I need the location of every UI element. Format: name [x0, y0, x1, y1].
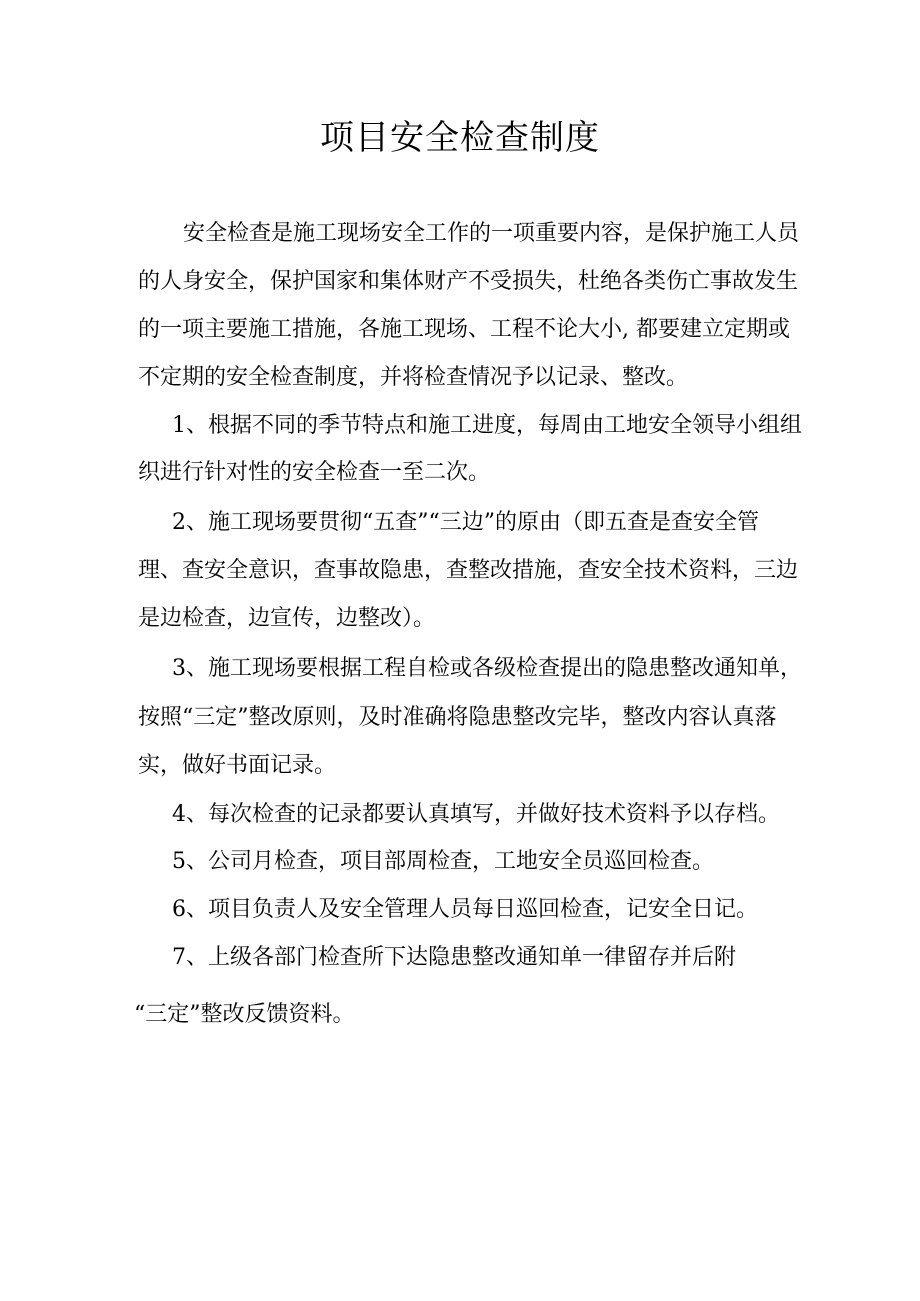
- item-3-line-3: 实，做好书面记录。: [138, 753, 337, 778]
- intro-line-4: 不定期的安全检查制度，并将检查情况予以记录、整改。: [138, 365, 689, 390]
- intro-line-3: 的一项主要施工措施，各施工现场、工程不论大小, 都要建立定期或: [138, 317, 790, 342]
- item-1-line-1: 1、根据不同的季节特点和施工进度，每周由工地安全领导小组组: [172, 413, 802, 438]
- intro-line-2: 的人身安全，保护国家和集体财产不受损失，杜绝各类伤亡事故发生: [138, 269, 799, 294]
- item-6: 6、项目负责人及安全管理人员每日巡回检查，记安全日记。: [172, 897, 758, 922]
- item-1-line-2: 织进行针对性的安全检查一至二次。: [138, 460, 491, 485]
- item-2-line-3: 是边检查，边宣传，边整改）。: [138, 606, 436, 631]
- item-7-line-1: 7、上级各部门检查所下达隐患整改通知单一律留存并后附: [172, 945, 736, 970]
- item-2-line-2: 理、查安全意识，查事故隐患，查整改措施，查安全技术资料，三边: [138, 558, 799, 583]
- item-7-line-2: “三定”整改反馈资料。: [134, 1002, 355, 1027]
- document-title: 项目安全检查制度: [320, 118, 600, 158]
- item-3-line-1: 3、施工现场要根据工程自检或各级检查提出的隐患整改通知单，: [172, 656, 802, 681]
- item-4: 4、每次检查的记录都要认真填写，并做好技术资料予以存档。: [172, 802, 780, 827]
- item-3-line-2: 按照“三定”整改原则，及时准确将隐患整改完毕，整改内容认真落: [138, 705, 777, 730]
- item-5: 5、公司月检查，项目部周检查，工地安全员巡回检查。: [172, 849, 714, 874]
- item-2-line-1: 2、施工现场要贯彻“五查”“三边”的原由（即五查是查安全管: [172, 510, 759, 535]
- intro-line-1: 安全检查是施工现场安全工作的一项重要内容，是保护施工人员: [183, 221, 800, 246]
